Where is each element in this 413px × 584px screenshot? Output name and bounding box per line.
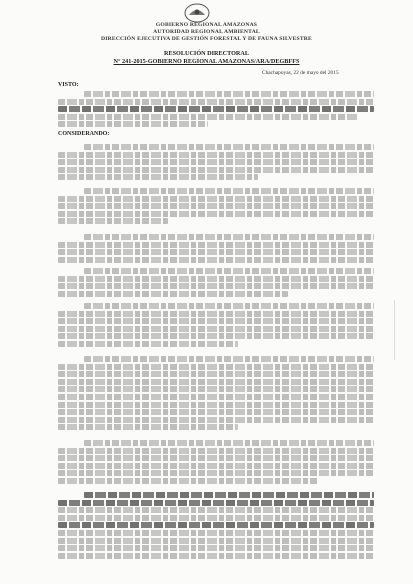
header-line-3: DIRECCIÓN EJECUTIVA DE GESTIÓN FORESTAL Y DE FAUNA SILVESTRE (101, 36, 312, 42)
paragraph-2 (58, 188, 374, 226)
section-visto: VISTO: (58, 82, 79, 88)
resolution-title: RESOLUCIÓN DIRECTORAL (164, 50, 249, 57)
section-considerando: CONSIDERANDO: (58, 131, 110, 137)
header-line-1: GOBIERNO REGIONAL AMAZONAS (155, 22, 258, 28)
paragraph-3 (58, 234, 374, 264)
paragraph-8 (58, 492, 374, 560)
resolution-number: N° 241-2015-GOBIERNO REGIONAL AMAZONAS/ARA/DEGBFFS (113, 58, 300, 65)
header-line-2: AUTORIDAD REGIONAL AMBIENTAL (153, 29, 260, 35)
paragraph-5 (58, 303, 374, 349)
paragraph-1 (58, 144, 374, 182)
paragraph-6 (58, 356, 374, 432)
resolution-date: Chachapoyas, 22 de mayo del 2015 (262, 70, 339, 76)
paragraph-visto (58, 91, 374, 129)
paragraph-4 (58, 268, 374, 298)
regional-seal-icon (183, 3, 211, 23)
margin-mark (390, 300, 395, 360)
paragraph-7 (58, 440, 374, 486)
